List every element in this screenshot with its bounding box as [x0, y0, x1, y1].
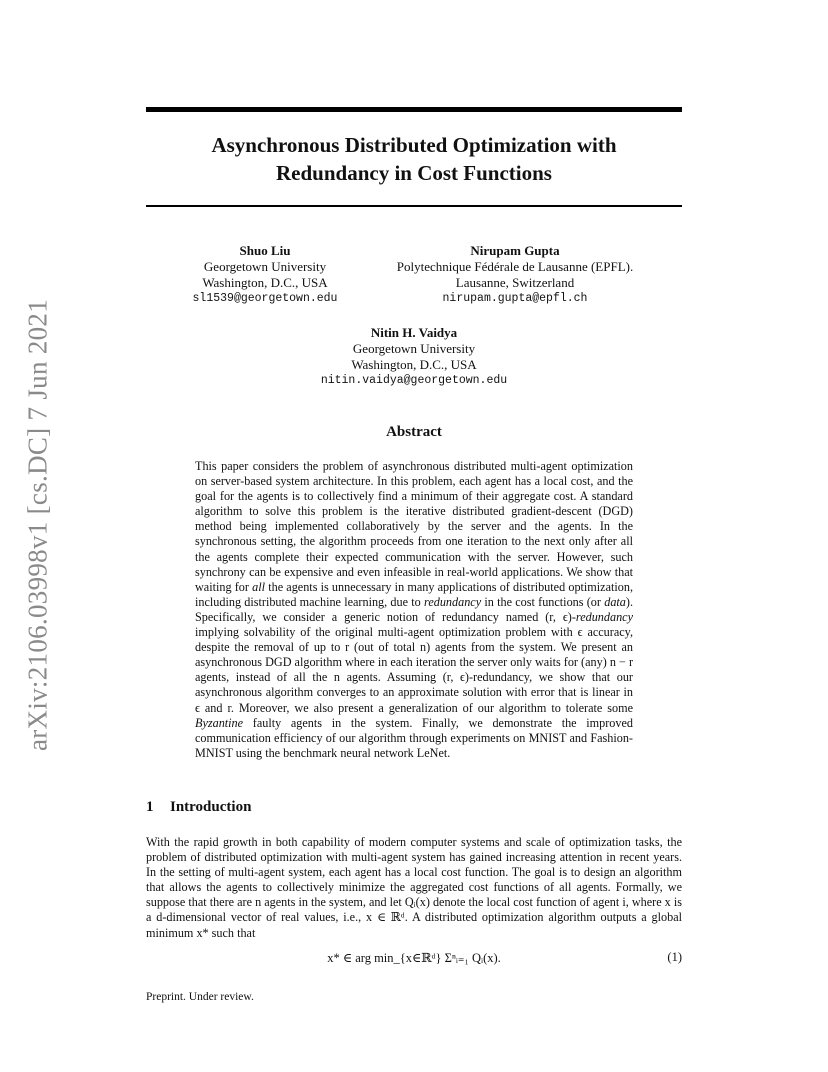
- author-block-2: [370, 243, 660, 307]
- equation-number: (1): [667, 950, 682, 964]
- abstract-text-3: in the cost functions (or: [481, 594, 605, 609]
- author-name: Nitin H. Vaidya: [370, 325, 458, 340]
- abstract-text-5: implying solvability of the original multi-agent optimization problem with ϵ accuracy, despite the removal of up to r (out of total n) agents from the system. We present an asynchronous DGD algorithm where in each iteration the server only waits for (any) n − r agents, instead of all the n agents. Assuming (r, ϵ)-redundancy, we show that our asynchronous algorithm converges to an approximate solution with error that is linear in ϵ and r. Moreover, we also present a generalization of our algorithm to tolerate some: [195, 625, 633, 715]
- author-affiliation: Polytechnique Fédérale de Lausanne (EPFL).: [396, 259, 634, 274]
- author-email[interactable]: nitin.vaidya@georgetown.edu: [320, 374, 508, 387]
- author-email[interactable]: sl1539@georgetown.edu: [192, 292, 338, 305]
- arxiv-identifier: arXiv:2106.03998v1 [cs.DC] 7 Jun 2021: [22, 298, 53, 752]
- introduction-paragraph: [146, 835, 682, 941]
- author-name: Shuo Liu: [239, 243, 291, 258]
- title-top-rule: [146, 107, 682, 112]
- arxiv-side-stamp: [18, 300, 58, 750]
- author-affiliation: Georgetown University: [203, 259, 327, 274]
- paper-title: [146, 131, 682, 187]
- abstract-text-4: ). Specifically, we consider a generic notion of redundancy named (r, ϵ)-: [195, 594, 633, 624]
- abstract-paragraph: [195, 459, 633, 761]
- title-bottom-rule: [146, 205, 682, 207]
- equation-body: x* ∈ arg min_{x∈ℝᵈ} Σⁿᵢ₌₁ Qᵢ(x).: [327, 951, 501, 965]
- abstract-emphasis-2: redundancy: [424, 594, 482, 609]
- abstract-text-6: faulty agents in the system. Finally, we demonstrate the improved communication efficiency of our algorithm through experiments on MNIST and Fashion-MNIST using the benchmark neural network LeNet.: [195, 715, 633, 760]
- author-location: Lausanne, Switzerland: [455, 275, 575, 290]
- title-line-1: Asynchronous Distributed Optimization with: [211, 133, 617, 157]
- author-affiliation: Georgetown University: [352, 341, 476, 356]
- author-location: Washington, D.C., USA: [351, 357, 477, 372]
- section-heading: [146, 799, 251, 816]
- intro-text: With the rapid growth in both capability of modern computer systems and scale of optimization tasks, the problem of distributed optimization with multi-agent system has gained increasing attention in recent years. In the setting of multi-agent system, each agent has a local cost function. The goal is to design an algorithm that allows the agents to collectively minimize the aggregated cost functions of all agents. Formally, we suppose that there are n agents in the system, and let Qᵢ(x) denote the local cost function of agent i, where x is a d-dimensional vector of real values, i.e., x ∈ ℝᵈ. A distributed optimization algorithm outputs a global minimum x* such that: [146, 835, 682, 940]
- author-name: Nirupam Gupta: [470, 243, 560, 258]
- abstract-text-1: This paper considers the problem of asynchronous distributed multi-agent optimization on server-based system architecture. In this problem, each agent has a local cost, and the goal for the agents is to collectively find a minimum of their aggregate cost. A standard algorithm to solve this problem is the iterative distributed gradient-descent (DGD) method being implemented collaboratively by the server and the agents. In the synchronous setting, the algorithm proceeds from one iteration to the next only after all the agents complete their expected communication with the server. However, such synchrony can be expensive and even infeasible in real-world applications. We show that waiting for: [195, 459, 633, 594]
- abstract-emphasis-4: redundancy: [575, 609, 633, 624]
- abstract-heading: Abstract: [386, 424, 442, 440]
- section-title: Introduction: [170, 799, 252, 815]
- section-number: 1: [146, 799, 154, 815]
- author-location: Washington, D.C., USA: [202, 275, 328, 290]
- title-line-2: Redundancy in Cost Functions: [276, 161, 552, 185]
- abstract-body: [195, 459, 633, 761]
- page-footer: Preprint. Under review.: [146, 991, 254, 1003]
- abstract-emphasis-3: data: [604, 594, 626, 609]
- author-email[interactable]: nirupam.gupta@epfl.ch: [442, 292, 588, 305]
- abstract-emphasis-5: Byzantine: [195, 715, 244, 730]
- author-block-1: [170, 243, 360, 307]
- abstract-text-2: the agents is unnecessary in many applications of distributed optimization, including distributed machine learning, due to: [195, 579, 633, 609]
- author-block-3: [300, 325, 528, 389]
- abstract-emphasis-1: all: [252, 579, 266, 594]
